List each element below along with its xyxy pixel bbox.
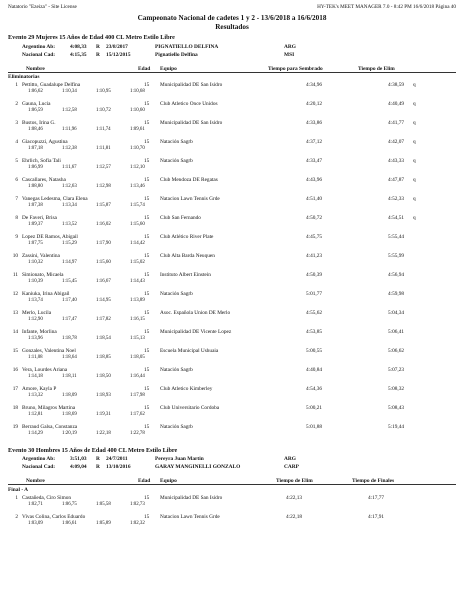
column-elim-time: Tiempo de Elim bbox=[276, 478, 313, 484]
result-time: 4:54,51 bbox=[388, 215, 405, 221]
seed-time: 4:43,96 bbox=[306, 177, 323, 183]
split-time: 1:14,29 bbox=[28, 431, 43, 436]
split-time: 1:17,82 bbox=[96, 317, 111, 322]
split-time: 1:10,95 bbox=[96, 89, 111, 94]
split-time: 1:12,10 bbox=[130, 165, 145, 170]
record-flag: R bbox=[96, 456, 100, 462]
result-place: 5 bbox=[15, 158, 18, 164]
split-time: 1:15,87 bbox=[96, 203, 111, 208]
team-name: Municipalidad DE San Isidro bbox=[160, 82, 223, 88]
swimmer-age: 15 bbox=[144, 348, 150, 354]
split-time: 1:11,96 bbox=[62, 127, 77, 132]
split-time: 1:13,89 bbox=[130, 298, 145, 303]
qualifier-mark: q bbox=[413, 101, 416, 107]
seed-time: 4:40,84 bbox=[306, 367, 323, 373]
swimmer-age: 15 bbox=[144, 424, 150, 430]
result-time: 4:17,91 bbox=[368, 514, 385, 520]
split-time: 1:10,72 bbox=[96, 108, 111, 113]
seed-time: 4:33,86 bbox=[306, 120, 323, 126]
split-time: 1:02,71 bbox=[28, 502, 43, 507]
split-time: 1:05,58 bbox=[96, 502, 111, 507]
seed-time: 4:53,85 bbox=[306, 329, 323, 335]
swimmer-name: De Faveri, Brisa bbox=[22, 215, 57, 221]
result-place: 2 bbox=[15, 514, 18, 520]
result-time: 4:47,87 bbox=[388, 177, 405, 183]
column-name: Nombre bbox=[26, 66, 45, 72]
column-age: Edad bbox=[138, 478, 151, 484]
split-time: 1:12,58 bbox=[62, 108, 77, 113]
split-time: 1:17,62 bbox=[130, 412, 145, 417]
swimmer-age: 15 bbox=[144, 120, 150, 126]
swimmer-age: 15 bbox=[144, 82, 150, 88]
team-name: Natación Sagrb bbox=[160, 291, 193, 297]
qualifier-mark: q bbox=[413, 120, 416, 126]
swimmer-age: 15 bbox=[144, 367, 150, 373]
record-holder: Pignatiello Delfina bbox=[155, 52, 198, 58]
result-time: 5:07,23 bbox=[388, 367, 405, 373]
split-time: 1:12,63 bbox=[62, 184, 77, 189]
record-label: Nacional Cad: bbox=[22, 52, 56, 58]
swimmer-age: 15 bbox=[144, 272, 150, 278]
column-elim-time: Tiempo de Elim bbox=[358, 66, 395, 72]
split-time: 1:11,08 bbox=[28, 355, 43, 360]
team-name: Asoc. Española Union DE Merlo bbox=[160, 310, 231, 316]
seed-time: 4:22,13 bbox=[286, 495, 303, 501]
split-time: 1:10,70 bbox=[130, 146, 145, 151]
split-time: 1:07,18 bbox=[28, 146, 43, 151]
result-time: 4:17,77 bbox=[368, 495, 385, 501]
seed-time: 4:41,23 bbox=[306, 253, 323, 259]
result-time: 5:06,41 bbox=[388, 329, 405, 335]
result-time: 4:41,77 bbox=[388, 120, 405, 126]
swimmer-age: 15 bbox=[144, 234, 150, 240]
section-eliminatorias: Eliminatorias bbox=[8, 74, 40, 80]
swimmer-name: Zassini, Valentina bbox=[22, 253, 60, 259]
qualifier-mark: q bbox=[413, 158, 416, 164]
split-time: 1:15,45 bbox=[62, 279, 77, 284]
split-time: 1:18,85 bbox=[96, 355, 111, 360]
seed-time: 5:01,88 bbox=[306, 424, 323, 430]
split-time: 1:10,60 bbox=[130, 108, 145, 113]
section-final-a: Final - A bbox=[8, 487, 29, 493]
result-place: 17 bbox=[12, 386, 18, 392]
swimmer-age: 15 bbox=[144, 310, 150, 316]
team-name: Club Alta Barda Neuquen bbox=[160, 253, 215, 259]
team-name: Club Mendoza DE Regatas bbox=[160, 177, 218, 183]
seed-time: 5:00,21 bbox=[306, 405, 323, 411]
split-time: 1:12,38 bbox=[62, 146, 77, 151]
split-time: 1:15,74 bbox=[130, 203, 145, 208]
record-date: 15/12/2015 bbox=[106, 52, 131, 58]
seed-time: 4:20,12 bbox=[306, 101, 323, 107]
swimmer-age: 15 bbox=[144, 405, 150, 411]
swimmer-age: 15 bbox=[144, 101, 150, 107]
result-time: 4:38,59 bbox=[388, 82, 405, 88]
split-time: 1:03,09 bbox=[28, 521, 43, 526]
result-time: 5:08,43 bbox=[388, 405, 405, 411]
seed-time: 4:55,62 bbox=[306, 310, 323, 316]
record-time: 4:08,33 bbox=[70, 44, 87, 50]
swimmer-age: 15 bbox=[144, 139, 150, 145]
event-30-title: Evento 30 Hombres 15 Años de Edad 400 CL Metro Estilo Libre bbox=[8, 447, 178, 454]
record-holder: Pereyra Juan Martin bbox=[155, 456, 204, 462]
record-time: 3:51,03 bbox=[70, 456, 87, 462]
split-time: 1:18,93 bbox=[96, 393, 111, 398]
team-name: Natación Sagrb bbox=[160, 424, 193, 430]
split-time: 1:05,89 bbox=[96, 521, 111, 526]
swimmer-age: 15 bbox=[144, 177, 150, 183]
swimmer-name: Ehrlich, Sofia Tali bbox=[22, 158, 61, 164]
column-name: Nombre bbox=[26, 478, 45, 484]
swimmer-name: Lopez DE Ramos, Abigail bbox=[22, 234, 78, 240]
result-place: 12 bbox=[12, 291, 18, 297]
seed-time: 4:37,12 bbox=[306, 139, 323, 145]
split-time: 1:06,75 bbox=[62, 502, 77, 507]
team-name: Municipalidad DE San Isidro bbox=[160, 120, 223, 126]
event-29-title: Evento 29 Mujeres 15 Años de Edad 400 CL Metro Estilo Libre bbox=[8, 34, 175, 41]
split-time: 1:14,95 bbox=[96, 298, 111, 303]
split-time: 1:16,02 bbox=[96, 222, 111, 227]
result-time: 5:08,32 bbox=[388, 386, 405, 392]
split-time: 1:11,81 bbox=[96, 146, 111, 151]
split-time: 1:18,11 bbox=[62, 374, 77, 379]
result-place: 10 bbox=[12, 253, 18, 259]
split-time: 1:09,61 bbox=[130, 127, 145, 132]
split-time: 1:14,42 bbox=[130, 241, 145, 246]
split-time: 1:07,38 bbox=[28, 203, 43, 208]
result-place: 15 bbox=[12, 348, 18, 354]
record-label: Nacional Cad: bbox=[22, 464, 56, 470]
column-age: Edad bbox=[138, 66, 151, 72]
split-time: 1:18,09 bbox=[62, 393, 77, 398]
seed-time: 4:33,47 bbox=[306, 158, 323, 164]
split-time: 1:13,32 bbox=[28, 393, 43, 398]
split-time: 1:06,99 bbox=[28, 165, 43, 170]
split-time: 1:06,59 bbox=[28, 108, 43, 113]
split-time: 1:18,69 bbox=[62, 412, 77, 417]
team-name: Natacion Lawn Tennis Grde bbox=[160, 196, 220, 202]
team-name: Natacion Lawn Tennis Grde bbox=[160, 514, 220, 520]
result-place: 3 bbox=[15, 120, 18, 126]
swimmer-age: 15 bbox=[144, 329, 150, 335]
swimmer-name: Bruno, Milagros Martina bbox=[22, 405, 76, 411]
swimmer-name: Merlo, Lucila bbox=[22, 310, 52, 316]
split-time: 1:18,50 bbox=[96, 374, 111, 379]
swimmer-name: Cascallares, Natasha bbox=[22, 177, 66, 183]
swimmer-age: 15 bbox=[144, 386, 150, 392]
swimmer-name: Vanegas Ledesma, Clara Elena bbox=[22, 196, 88, 202]
result-place: 7 bbox=[15, 196, 18, 202]
split-time: 1:17,90 bbox=[96, 241, 111, 246]
result-place: 6 bbox=[15, 177, 18, 183]
record-label: Argentino Ab: bbox=[22, 44, 56, 50]
result-time: 4:52,33 bbox=[388, 196, 405, 202]
split-time: 1:09,37 bbox=[28, 222, 43, 227]
split-time: 1:20,19 bbox=[62, 431, 77, 436]
swimmer-age: 15 bbox=[144, 253, 150, 259]
team-name: Club Universitario Cordoba bbox=[160, 405, 220, 411]
swimmer-name: Gauna, Lucia bbox=[22, 101, 51, 107]
split-time: 1:10,34 bbox=[62, 89, 77, 94]
team-name: Club San Fernando bbox=[160, 215, 201, 221]
divider bbox=[8, 484, 456, 485]
swimmer-name: Pettitto, Guadalupe Delfina bbox=[22, 82, 81, 88]
split-time: 1:22,18 bbox=[96, 431, 111, 436]
seed-time: 5:00,55 bbox=[306, 348, 323, 354]
seed-time: 4:50,39 bbox=[306, 272, 323, 278]
team-name: Club Atletico Once Unidos bbox=[160, 101, 218, 107]
split-time: 1:07,75 bbox=[28, 241, 43, 246]
split-time: 1:14,97 bbox=[62, 260, 77, 265]
split-time: 1:08,46 bbox=[28, 127, 43, 132]
swimmer-age: 15 bbox=[144, 215, 150, 221]
record-flag: R bbox=[96, 52, 100, 58]
split-time: 1:18,54 bbox=[96, 336, 111, 341]
result-time: 4:43,33 bbox=[388, 158, 405, 164]
split-time: 1:10,39 bbox=[28, 279, 43, 284]
seed-time: 4:50,72 bbox=[306, 215, 323, 221]
column-team: Equipo bbox=[160, 66, 177, 72]
record-date: 13/10/2016 bbox=[106, 464, 131, 470]
qualifier-mark: q bbox=[413, 82, 416, 88]
swimmer-name: Vera, Lourdes Ariana bbox=[22, 367, 68, 373]
column-seed-time: Tiempo para Sembrado bbox=[268, 66, 323, 72]
swimmer-name: Vivas Colina, Carlos Eduardo bbox=[22, 514, 86, 520]
result-time: 4:40,49 bbox=[388, 101, 405, 107]
split-time: 1:08,80 bbox=[28, 184, 43, 189]
seed-time: 4:22,18 bbox=[286, 514, 303, 520]
split-time: 1:13,74 bbox=[28, 298, 43, 303]
seed-time: 4:54,36 bbox=[306, 386, 323, 392]
swimmer-age: 15 bbox=[144, 514, 150, 520]
swimmer-name: Bustos, Irina G. bbox=[22, 120, 56, 126]
result-place: 1 bbox=[15, 82, 18, 88]
team-name: Club Atletico Kimberley bbox=[160, 386, 213, 392]
swimmer-name: Berraud Galsa, Constanza bbox=[22, 424, 78, 430]
split-time: 1:16,44 bbox=[130, 374, 145, 379]
record-holder: GARAY MANGINELLI GONZALO bbox=[155, 464, 241, 470]
team-name: Natación Sagrb bbox=[160, 139, 193, 145]
result-place: 18 bbox=[12, 405, 18, 411]
team-name: Natación Sagrb bbox=[160, 158, 193, 164]
split-time: 1:18,78 bbox=[62, 336, 77, 341]
split-time: 1:12,57 bbox=[96, 165, 111, 170]
swimmer-age: 15 bbox=[144, 158, 150, 164]
split-time: 1:13,52 bbox=[62, 222, 77, 227]
result-time: 4:42,07 bbox=[388, 139, 405, 145]
qualifier-mark: q bbox=[413, 139, 416, 145]
team-name: Municipalidad DE Vicente Lopez bbox=[160, 329, 232, 335]
split-time: 1:12,81 bbox=[28, 412, 43, 417]
split-time: 1:18,05 bbox=[130, 355, 145, 360]
column-final-time: Tiempo de Finales bbox=[352, 478, 395, 484]
record-team: CARP bbox=[284, 464, 299, 470]
result-time: 5:55,44 bbox=[388, 234, 405, 240]
split-time: 1:10,68 bbox=[130, 89, 145, 94]
result-place: 11 bbox=[12, 272, 18, 278]
meet-title: Campeonato Nacional de cadetes 1 y 2 - 13/6/2018 a 16/6/2018 bbox=[137, 14, 327, 22]
result-time: 5:55,99 bbox=[388, 253, 405, 259]
record-time: 4:09,04 bbox=[70, 464, 87, 470]
result-time: 5:19,44 bbox=[388, 424, 405, 430]
team-name: Club Atlético River Plate bbox=[160, 234, 214, 240]
split-time: 1:13,34 bbox=[62, 203, 77, 208]
split-time: 1:06,62 bbox=[28, 89, 43, 94]
result-place: 14 bbox=[12, 329, 18, 335]
split-time: 1:15,60 bbox=[130, 222, 145, 227]
result-time: 4:56,94 bbox=[388, 272, 405, 278]
split-time: 1:17,40 bbox=[62, 298, 77, 303]
split-time: 1:22,78 bbox=[130, 431, 145, 436]
split-time: 1:12,98 bbox=[96, 184, 111, 189]
swimmer-name: Giacopuzzi, Agustina bbox=[22, 139, 68, 145]
record-label: Argentino Ab: bbox=[22, 456, 56, 462]
split-time: 1:11,74 bbox=[96, 127, 111, 132]
split-time: 1:15,13 bbox=[130, 336, 145, 341]
team-name: Natación Sagrb bbox=[160, 367, 193, 373]
meet-manager-info: HY-TEK's MEET MANAGER 7.0 - 8:42 PM 16/6/2018 Página 40 bbox=[317, 4, 456, 10]
split-time: 1:19,31 bbox=[96, 412, 111, 417]
results-subtitle: Resultados bbox=[215, 23, 249, 31]
split-time: 1:11,67 bbox=[62, 165, 77, 170]
split-time: 1:13,96 bbox=[28, 336, 43, 341]
record-team: ARG bbox=[284, 44, 296, 50]
split-time: 1:17,47 bbox=[62, 317, 77, 322]
result-place: 13 bbox=[12, 310, 18, 316]
swimmer-name: Amore, Kayla P bbox=[22, 386, 57, 392]
split-time: 1:16,67 bbox=[96, 279, 111, 284]
swimmer-name: Infante, Morlina bbox=[22, 329, 57, 335]
result-time: 5:04,34 bbox=[388, 310, 405, 316]
split-time: 1:17,98 bbox=[130, 393, 145, 398]
split-time: 1:15,60 bbox=[96, 260, 111, 265]
team-name: Municipalidad DE San Isidro bbox=[160, 495, 223, 501]
swimmer-age: 15 bbox=[144, 291, 150, 297]
result-place: 8 bbox=[15, 215, 18, 221]
split-time: 1:12,90 bbox=[28, 317, 43, 322]
record-time: 4:15,35 bbox=[70, 52, 87, 58]
record-team: MSI bbox=[284, 52, 295, 58]
record-holder: PIGNATIELLO DELFINA bbox=[155, 44, 219, 50]
swimmer-name: Kaniuka, Irina Abigail bbox=[22, 291, 70, 297]
split-time: 1:14,43 bbox=[130, 279, 145, 284]
record-date: 23/8/2017 bbox=[106, 44, 128, 50]
result-place: 4 bbox=[15, 139, 18, 145]
split-time: 1:02,32 bbox=[130, 521, 145, 526]
swimmer-name: Castañeda, Ciro Simon bbox=[22, 495, 71, 501]
result-time: 4:59,98 bbox=[388, 291, 405, 297]
result-place: 2 bbox=[15, 101, 18, 107]
swimmer-name: Gonzales, Valentina Noel bbox=[22, 348, 76, 354]
column-team: Equipo bbox=[160, 478, 177, 484]
record-flag: R bbox=[96, 44, 100, 50]
swimmer-age: 15 bbox=[144, 196, 150, 202]
result-place: 1 bbox=[15, 495, 18, 501]
split-time: 1:02,73 bbox=[130, 502, 145, 507]
split-time: 1:16,15 bbox=[130, 317, 145, 322]
record-team: ARG bbox=[284, 456, 296, 462]
swimmer-age: 15 bbox=[144, 495, 150, 501]
seed-time: 5:01,77 bbox=[306, 291, 323, 297]
result-place: 19 bbox=[12, 424, 18, 430]
team-name: Escuela Municipal Ushuaia bbox=[160, 348, 219, 354]
site-license-text: Natatorio "Ezeiza" - Site License bbox=[8, 4, 77, 10]
split-time: 1:13,46 bbox=[130, 184, 145, 189]
record-date: 24/7/2011 bbox=[106, 456, 128, 462]
split-time: 1:10,32 bbox=[28, 260, 43, 265]
seed-time: 4:34,96 bbox=[306, 82, 323, 88]
split-time: 1:18,64 bbox=[62, 355, 77, 360]
qualifier-mark: q bbox=[413, 196, 416, 202]
swimmer-name: Simionato, Micaela bbox=[22, 272, 64, 278]
qualifier-mark: q bbox=[413, 215, 416, 221]
record-flag: R bbox=[96, 464, 100, 470]
qualifier-mark: q bbox=[413, 177, 416, 183]
result-time: 5:06,62 bbox=[388, 348, 405, 354]
seed-time: 4:45,75 bbox=[306, 234, 323, 240]
result-place: 16 bbox=[12, 367, 18, 373]
split-time: 1:06,61 bbox=[62, 521, 77, 526]
result-place: 9 bbox=[15, 234, 18, 240]
team-name: Instituto Albert Einstein bbox=[160, 272, 211, 278]
split-time: 1:14,18 bbox=[28, 374, 43, 379]
divider bbox=[8, 72, 456, 73]
split-time: 1:15,29 bbox=[62, 241, 77, 246]
split-time: 1:15,02 bbox=[130, 260, 145, 265]
seed-time: 4:51,40 bbox=[306, 196, 323, 202]
